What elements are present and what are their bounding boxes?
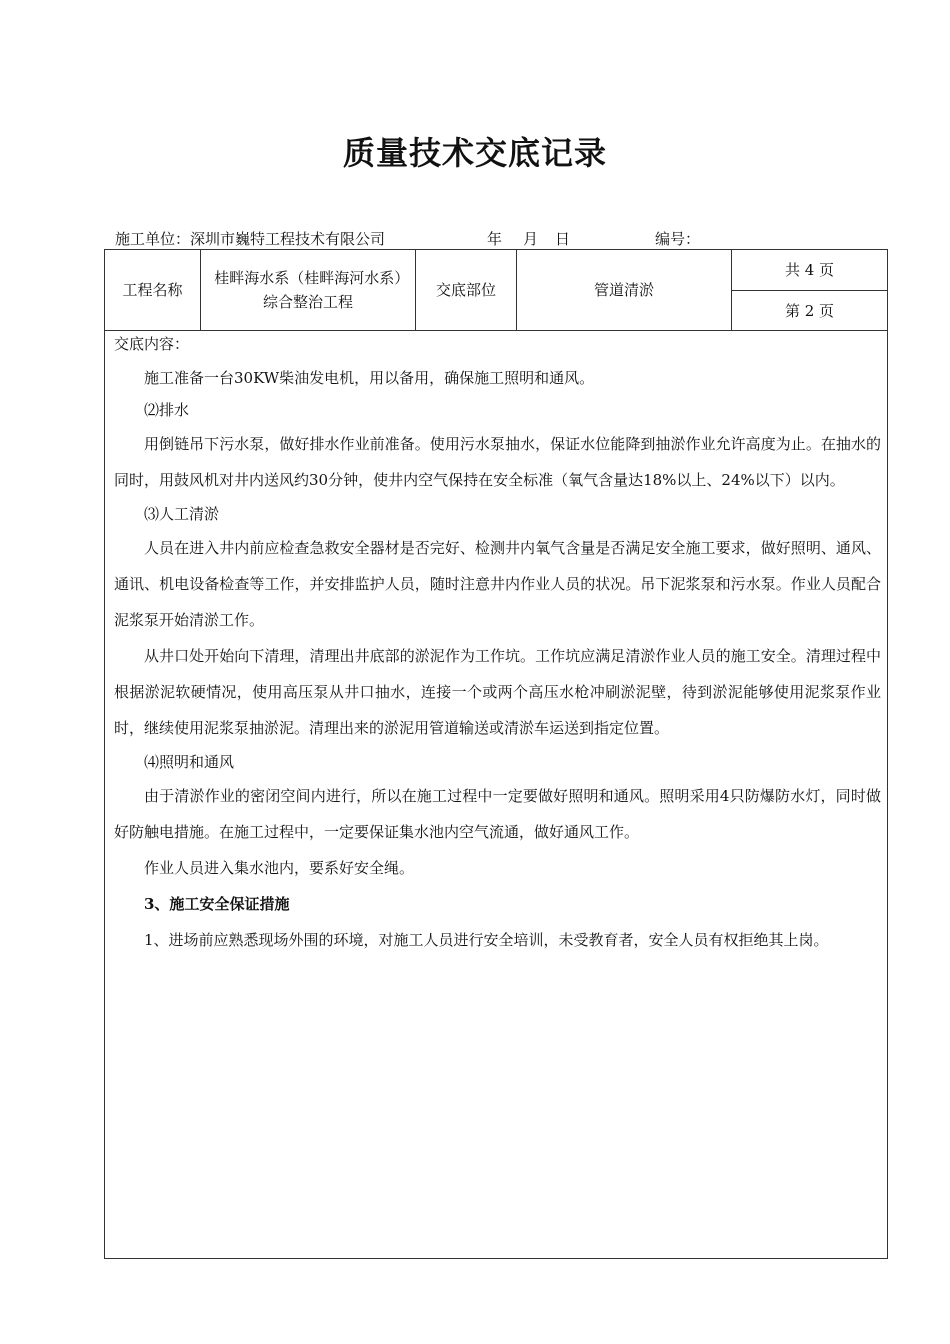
meta-row <box>115 228 895 248</box>
project-name-label: 工程名称 <box>122 281 183 299</box>
section-heading: ⑵排水 <box>144 401 190 419</box>
section-heading-bold: 3、施工安全保证措施 <box>144 895 290 913</box>
handover-part-value: 管道清淤 <box>593 281 654 299</box>
paragraph: 作业人员进入集水池内，要系好安全绳。 <box>144 859 415 877</box>
record-table <box>104 249 888 1259</box>
date-day-label: 日 <box>555 230 571 248</box>
project-name-value: 桂畔海水系（桂畔海河水系）综合整治工程 <box>214 269 402 311</box>
document-title: 质量技术交底记录 <box>342 134 607 172</box>
divider <box>731 290 887 291</box>
document-number-label: 编号： <box>655 230 701 248</box>
paragraph: 1、进场前应熟悉现场外围的环境，对施工人员进行安全培训，未受教育者，安全人员有权拒绝其上岗。 <box>144 931 829 949</box>
date-month-label: 月 <box>523 230 539 248</box>
content-label: 交底内容： <box>114 335 190 353</box>
divider <box>200 250 201 330</box>
construction-unit: 施工单位：深圳市巍特工程技术有限公司 <box>115 230 386 248</box>
divider <box>105 330 887 331</box>
handover-part-label: 交底部位 <box>435 281 496 299</box>
divider <box>415 250 416 330</box>
total-pages: 共 4 页 <box>784 261 835 279</box>
divider <box>516 250 517 330</box>
paragraph: 从井口处开始向下清理，清理出井底部的淤泥作为工作坑。工作坑应满足清淤作业人员的施工安全。清理过程中根据淤泥软硬情况，使用高压泵从井口抽水，连接一个或两个高压水枪冲刷淤泥壁，待到淤泥能够使用泥浆泵作业时，继续使用泥浆泵抽淤泥。清理出来的淤泥用管道输送或清淤车运送到指定位置。 <box>114 647 881 737</box>
paragraph: 由于清淤作业的密闭空间内进行，所以在施工过程中一定要做好照明和通风。照明采用4只防爆防水灯，同时做好防触电措施。在施工过程中，一定要保证集水池内空气流通，做好通风工作。 <box>114 787 881 841</box>
section-heading: ⑷照明和通风 <box>144 753 235 771</box>
page-number: 第 2 页 <box>784 301 835 320</box>
paragraph: 施工准备一台30KW柴油发电机，用以备用，确保施工照明和通风。 <box>144 369 595 387</box>
date-year-label: 年 <box>487 230 503 248</box>
section-heading: ⑶人工清淤 <box>144 505 220 523</box>
paragraph: 用倒链吊下污水泵，做好排水作业前准备。使用污水泵抽水，保证水位能降到抽淤作业允许高度为止。在抽水的同时，用鼓风机对井内送风约30分钟，使井内空气保持在安全标准（氧气含量达18%以上、24%以下）以内。 <box>114 435 881 489</box>
paragraph: 人员在进入井内前应检查急救安全器材是否完好、检测井内氧气含量是否满足安全施工要求，做好照明、通风、通讯、机电设备检查等工作，并安排监护人员，随时注意井内作业人员的状况。吊下泥浆泵和污水泵。作业人员配合泥浆泵开始清淤工作。 <box>114 539 881 629</box>
handover-content <box>105 332 887 958</box>
